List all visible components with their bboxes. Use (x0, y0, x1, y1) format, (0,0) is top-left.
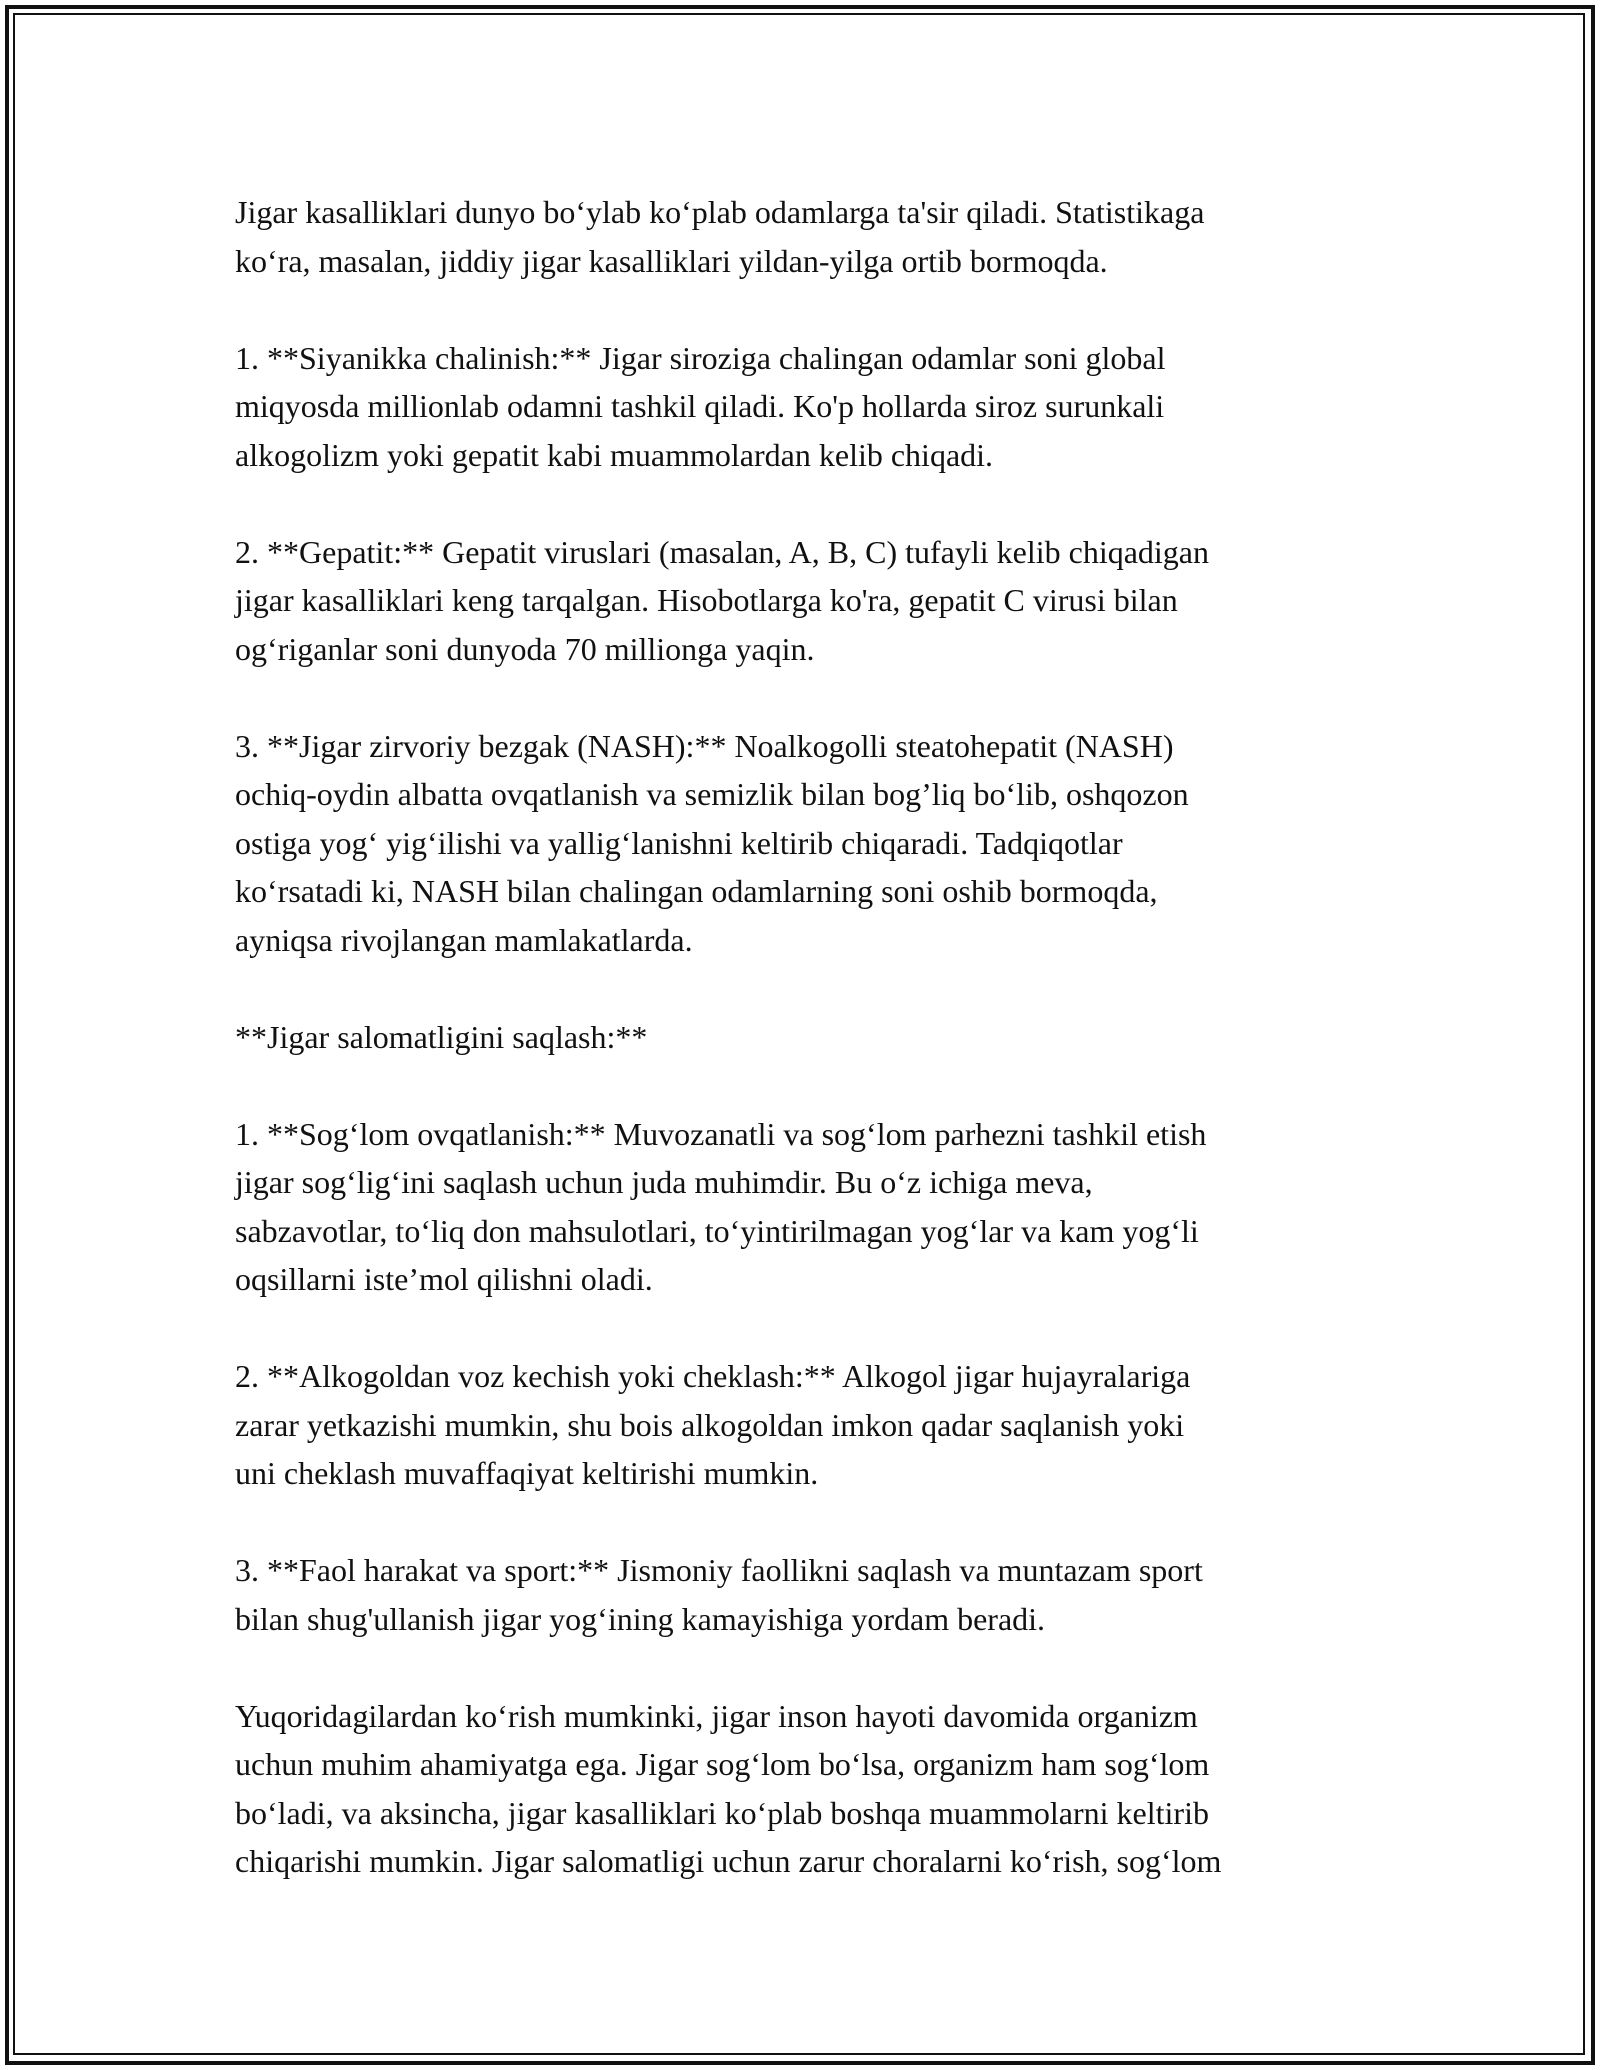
text-line: 3. **Jigar zirvoriy bezgak (NASH):** Noalkogolli steatohepatit (NASH) (235, 727, 1174, 764)
text-line: Yuqoridagilardan ko‘rish mumkinki, jigar inson hayoti davomida organizm (235, 1697, 1198, 1734)
text-line: chiqarishi mumkin. Jigar salomatligi uchun zarur choralarni ko‘rish, sog‘lom (235, 1843, 1222, 1879)
text-line: 3. **Faol harakat va sport:** Jismoniy faollikni saqlash va muntazam sport (235, 1552, 1203, 1588)
text-line: jigar kasalliklari keng tarqalgan. Hisobotlarga ko'ra, gepatit C virusi bilan (235, 582, 1178, 618)
text-line: ochiq-oydin albatta ovqatlanish va semizlik bilan bog’liq bo‘lib, oshqozon (235, 776, 1189, 812)
text-line: ko‘ra, masalan, jiddiy jigar kasalliklari yildan-yilga ortib bormoqda. (235, 242, 1108, 279)
text-line: Jigar kasalliklari dunyo bo‘ylab ko‘plab odamlarga ta'sir qiladi. Statistikaga (235, 194, 1205, 230)
intro-paragraph (235, 188, 1385, 285)
text-line: bilan shug'ullanish jigar yog‘ining kamayishiga yordam beradi. (235, 1600, 1046, 1637)
text-line: zarar yetkazishi mumkin, shu bois alkogoldan imkon qadar saqlanish yoki (235, 1406, 1185, 1443)
text-line: 1. **Sog‘lom ovqatlanish:** Muvozanatli va sog‘lom parhezni tashkil etish (235, 1115, 1207, 1152)
text-line: oqsillarni iste’mol qilishni oladi. (235, 1261, 653, 1297)
text-line: **Jigar salomatligini saqlash:** (235, 1018, 648, 1055)
text-line: ayniqsa rivojlangan mamlakatlarda. (235, 921, 693, 958)
conclusion-paragraph (235, 1692, 1385, 1886)
document-body (235, 188, 1385, 1886)
alcohol-paragraph (235, 1352, 1385, 1498)
nutrition-paragraph (235, 1110, 1385, 1304)
text-line: alkogolizm yoki gepatit kabi muammolardan kelib chiqadi. (235, 436, 994, 473)
text-line: bo‘ladi, va aksincha, jigar kasalliklari ko‘plab boshqa muammolarni keltirib (235, 1794, 1209, 1831)
cirrhosis-paragraph (235, 334, 1385, 480)
section-heading (235, 1013, 1385, 1062)
text-line: sabzavotlar, to‘liq don mahsulotlari, to‘yintirilmagan yog‘lar va kam yog‘li (235, 1212, 1199, 1249)
text-line: miqyosda millionlab odamni tashkil qiladi. Ko'p hollarda siroz surunkali (235, 388, 1165, 424)
exercise-paragraph (235, 1546, 1385, 1643)
text-line: 2. **Gepatit:** Gepatit viruslari (masalan, A, B, C) tufayli kelib chiqadigan (235, 533, 1209, 570)
text-line: uni cheklash muvaffaqiyat keltirishi mumkin. (235, 1455, 819, 1491)
text-line: jigar sog‘lig‘ini saqlash uchun juda muhimdir. Bu o‘z ichiga meva, (235, 1164, 1093, 1200)
text-line: uchun muhim ahamiyatga ega. Jigar sog‘lom bo‘lsa, organizm ham sog‘lom (235, 1746, 1210, 1782)
hepatitis-paragraph (235, 528, 1385, 674)
text-line: ostiga yog‘ yig‘ilishi va yallig‘lanishni keltirib chiqaradi. Tadqiqotlar (235, 824, 1123, 861)
text-line: og‘riganlar soni dunyoda 70 millionga yaqin. (235, 630, 815, 667)
text-line: ko‘rsatadi ki, NASH bilan chalingan odamlarning soni oshib bormoqda, (235, 873, 1158, 909)
nash-paragraph (235, 722, 1385, 965)
text-line: 2. **Alkogoldan voz kechish yoki cheklash:** Alkogol jigar hujayralariga (235, 1358, 1191, 1394)
text-line: 1. **Siyanikka chalinish:** Jigar siroziga chalingan odamlar soni global (235, 339, 1166, 376)
